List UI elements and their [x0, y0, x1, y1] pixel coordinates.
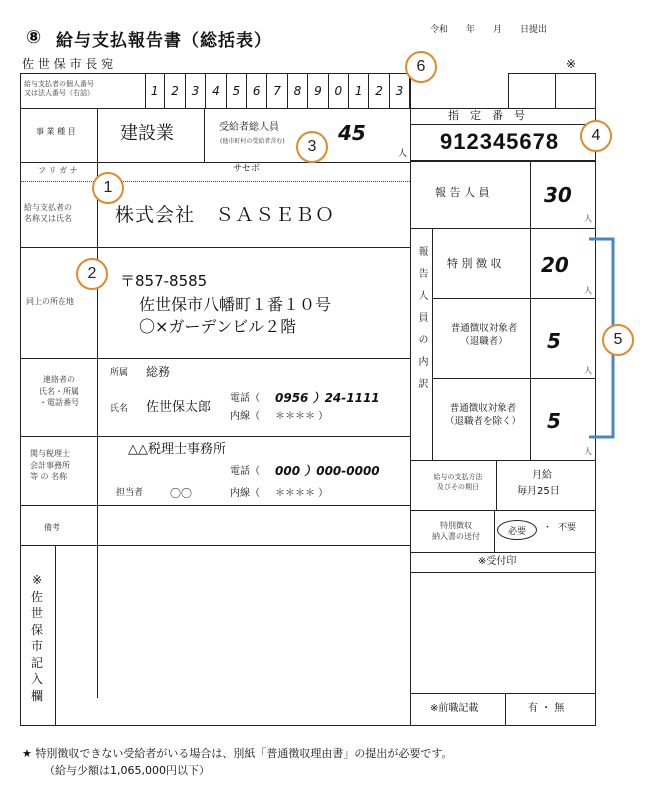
tax-office-name: △△税理士事務所	[128, 442, 226, 457]
special-collection-unit: 人	[584, 286, 592, 295]
personal-number-digit: 1	[145, 73, 165, 108]
ordinary-retired-value: 5	[547, 329, 561, 353]
badge-2: 2	[76, 258, 108, 290]
tax-office-tel-value: 000 ）000-0000	[275, 464, 380, 478]
notice-need-option[interactable]: 必要	[497, 520, 537, 540]
footnote-line-1: ★ 特別徴収できない受給者がいる場合は、別紙「普通徴収理由書」の提出が必要です。	[22, 747, 453, 760]
notice-label: 特別徴収 納入書の送付	[432, 521, 480, 542]
badge-5: 5	[602, 324, 634, 356]
payer-name-label: 給与支払者の 名称又は氏名	[24, 203, 72, 224]
contact-name-value: 佐世保太郎	[146, 400, 212, 415]
contact-name-label: 氏名	[110, 404, 129, 414]
ordinary-other-value: 5	[547, 409, 561, 433]
tax-office-ext-label: 内線（	[230, 488, 260, 499]
special-collection-label: 特 別 徴 収	[447, 257, 502, 270]
pay-method-value-1: 月給	[532, 470, 552, 481]
previous-job-value: 有 ・ 無	[528, 703, 565, 714]
recipients-unit: 人	[398, 149, 408, 159]
notice-no-need-option[interactable]: 不要	[558, 523, 577, 533]
pay-method-value-2: 毎月25日	[517, 486, 560, 497]
badge-6: 6	[405, 51, 437, 83]
personal-number-digit: 5	[227, 73, 247, 108]
contact-ext-label: 内線（	[230, 411, 260, 422]
designated-number-value: 912345678	[440, 129, 560, 154]
city-entry-column-label: ※佐世保市記入欄	[30, 573, 43, 703]
recipients-total-value: 45	[338, 121, 366, 145]
badge-1: 1	[92, 172, 124, 204]
badge-4: 4	[580, 120, 612, 152]
address-label: 同上の所在地	[26, 297, 74, 306]
contact-tel-value: 0956 ）24-1111	[275, 391, 380, 405]
postal-code: 〒857-8585	[120, 272, 208, 290]
pay-method-label: 給与の支払方法 及びその期日	[433, 473, 483, 491]
ordinary-other-unit: 人	[584, 447, 592, 456]
ordinary-other-label: 普通徴収対象者 （退職者を除く）	[444, 403, 521, 428]
tax-office-person-value: 〇〇	[170, 487, 192, 500]
personal-number-digit: 6	[247, 73, 267, 108]
contact-label: 連絡者の 氏名・所属 ・電話番号	[39, 375, 79, 408]
previous-job-label: ※前職記載	[430, 703, 479, 714]
remarks-label: 備考	[44, 523, 60, 532]
report-total-label: 報 告 人 員	[435, 186, 490, 199]
addressee: 佐 世 保 市 長 宛	[22, 57, 114, 71]
personal-number-label: 給与支払者の個人番号 又は法人番号（右詰）	[24, 80, 94, 98]
report-total-value: 30	[544, 183, 572, 207]
personal-number-digit: 8	[288, 73, 308, 108]
contact-dept-value: 総務	[146, 365, 171, 379]
contact-dept-label: 所属	[110, 368, 129, 378]
ordinary-retired-label: 普通徴収対象者 （退職者）	[450, 323, 518, 348]
furigana-label: フ リ ガ ナ	[38, 166, 78, 175]
personal-number-digit: 2	[369, 73, 389, 108]
footnote-line-2: （給与少額は1,065,000円以下）	[44, 764, 210, 777]
kome-mark: ※	[566, 57, 577, 71]
badge-3: 3	[296, 131, 328, 163]
contact-ext-value: ＊＊＊＊ ）	[275, 411, 329, 422]
report-total-unit: 人	[584, 214, 592, 223]
tax-office-person-label: 担当者	[116, 488, 144, 498]
notice-separator: ・	[543, 523, 553, 533]
personal-number-digit: 1	[349, 73, 369, 108]
business-type-label: 事 業 種 目	[36, 127, 76, 136]
personal-number-digit: 3	[390, 73, 410, 108]
recipients-total-label: 受給者総人員	[219, 122, 279, 133]
payer-name-value: 株式会社 ＳＡＳＥＢＯ	[115, 204, 336, 226]
personal-number-digit: 2	[165, 73, 185, 108]
ordinary-retired-unit: 人	[584, 366, 592, 375]
personal-number-digit: 3	[186, 73, 206, 108]
tax-office-ext-value: ＊＊＊＊ ）	[275, 488, 329, 499]
special-collection-value: 20	[541, 253, 569, 277]
tax-office-tel-label: 電話（	[230, 466, 260, 477]
personal-number-digit: 0	[329, 73, 349, 108]
business-type-value: 建設業	[120, 123, 174, 144]
furigana-value: サセボ	[233, 164, 260, 174]
personal-number-digit: 4	[206, 73, 226, 108]
address-line-1: 佐世保市八幡町１番１０号	[139, 295, 332, 314]
personal-number-digit: 7	[267, 73, 287, 108]
contact-tel-label: 電話（	[230, 393, 260, 404]
form-number-mark: ⑧	[26, 27, 42, 48]
designated-number-label: 指 定 番 号	[448, 109, 525, 122]
reception-stamp-label: ※受付印	[478, 556, 517, 567]
submission-date: 令和 年 月 日提出	[430, 25, 548, 35]
recipients-total-sub: (他市町村の受給者含む)	[220, 138, 285, 145]
address-line-2: 〇×ガーデンビル２階	[139, 317, 297, 336]
breakdown-vertical-label: 報告人員の内訳	[416, 246, 427, 400]
form-title: 給与支払報告書（総括表）	[56, 31, 272, 51]
tax-office-label: 関与税理士 会計事務所 等 の 名称	[30, 449, 70, 482]
personal-number-digit: 9	[308, 73, 328, 108]
